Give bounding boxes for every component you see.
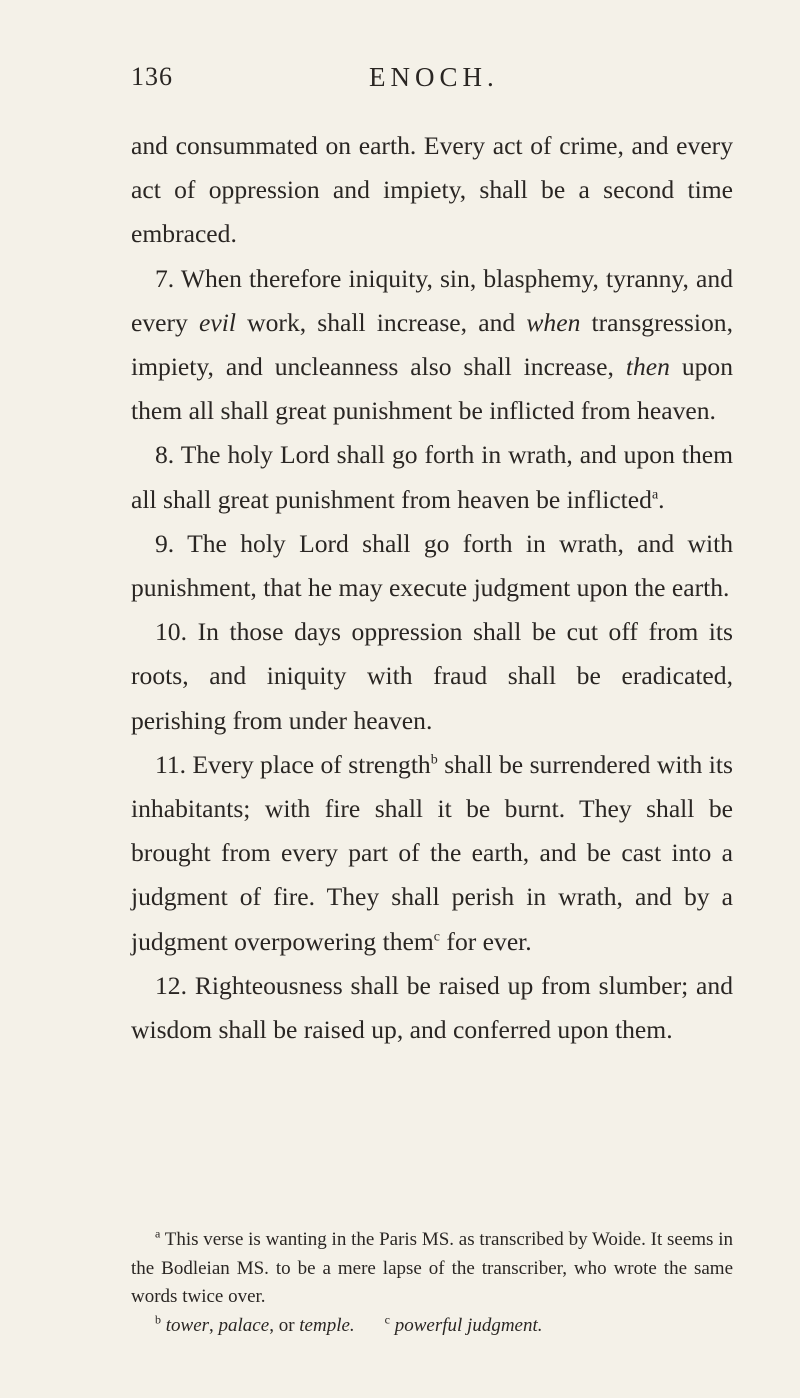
footnote-ref-a: a xyxy=(651,487,659,503)
footnote-ref-b: b xyxy=(430,752,438,768)
verse-9: 9. The holy Lord shall go forth in wrath, and with punishment, that he may execute judgment upon the earth. xyxy=(131,528,733,603)
body-text xyxy=(131,124,733,1052)
footnote-c: $^c$ powerful judgment. xyxy=(384,1312,543,1336)
footnote-a: $^a$ This verse is wanting in the Paris MS. as transcribed by Woide. It seems in the Bodleian MS. to be a mere lapse of the transcriber, who wrote the same words twice over. xyxy=(131,1226,733,1307)
paragraph-continuation: and consummated on earth. Every act of crime, and every act of oppression and impiety, shall be a second time embraced. xyxy=(131,131,733,249)
verse-number: 9. xyxy=(155,528,175,558)
verse-12: 12. Righteousness shall be raised up from slumber; and wisdom shall be raised up, and conferred upon them. xyxy=(131,970,733,1045)
verse-10: 10. In those days oppression shall be cut off from its roots, and iniquity with fraud shall be eradicated, perishing from under heaven. xyxy=(131,617,733,735)
verse-number: 10. xyxy=(155,617,187,647)
footnotes xyxy=(131,1226,733,1340)
verse-number: 12. xyxy=(155,970,187,1000)
verse-number: 8. xyxy=(155,440,175,470)
verse-number: 11. xyxy=(155,749,187,779)
footnote-b: $^b$ tower, palace, or temple. xyxy=(155,1312,355,1336)
verse-11: 11. Every place of strength$^b$ shall be surrendered with its inhabitants; with fire shall it be burnt. They shall be brought from every part of the earth, and be cast into a judgment of fire. They shall perish in wrath, and by a judgment overpowering them$^c$ for ever. xyxy=(131,749,733,956)
verse-number: 7. xyxy=(155,263,175,293)
verse-7: 7. When therefore iniquity, sin, blasphemy, tyranny, and every evil work, shall increase, and when transgression, impiety, and uncleanness also shall increase, then upon them all shall great punishment be inflicted from heaven. xyxy=(131,263,734,426)
verse-8: 8. The holy Lord shall go forth in wrath, and upon them all shall great punishment from heaven be inflicted$^a$. xyxy=(131,440,734,514)
footnote-bc xyxy=(131,1312,733,1341)
page-number: 136 xyxy=(131,62,173,91)
page-header xyxy=(131,62,730,98)
footnote-ref-c: c xyxy=(433,929,441,945)
running-title: ENOCH. xyxy=(369,62,499,92)
